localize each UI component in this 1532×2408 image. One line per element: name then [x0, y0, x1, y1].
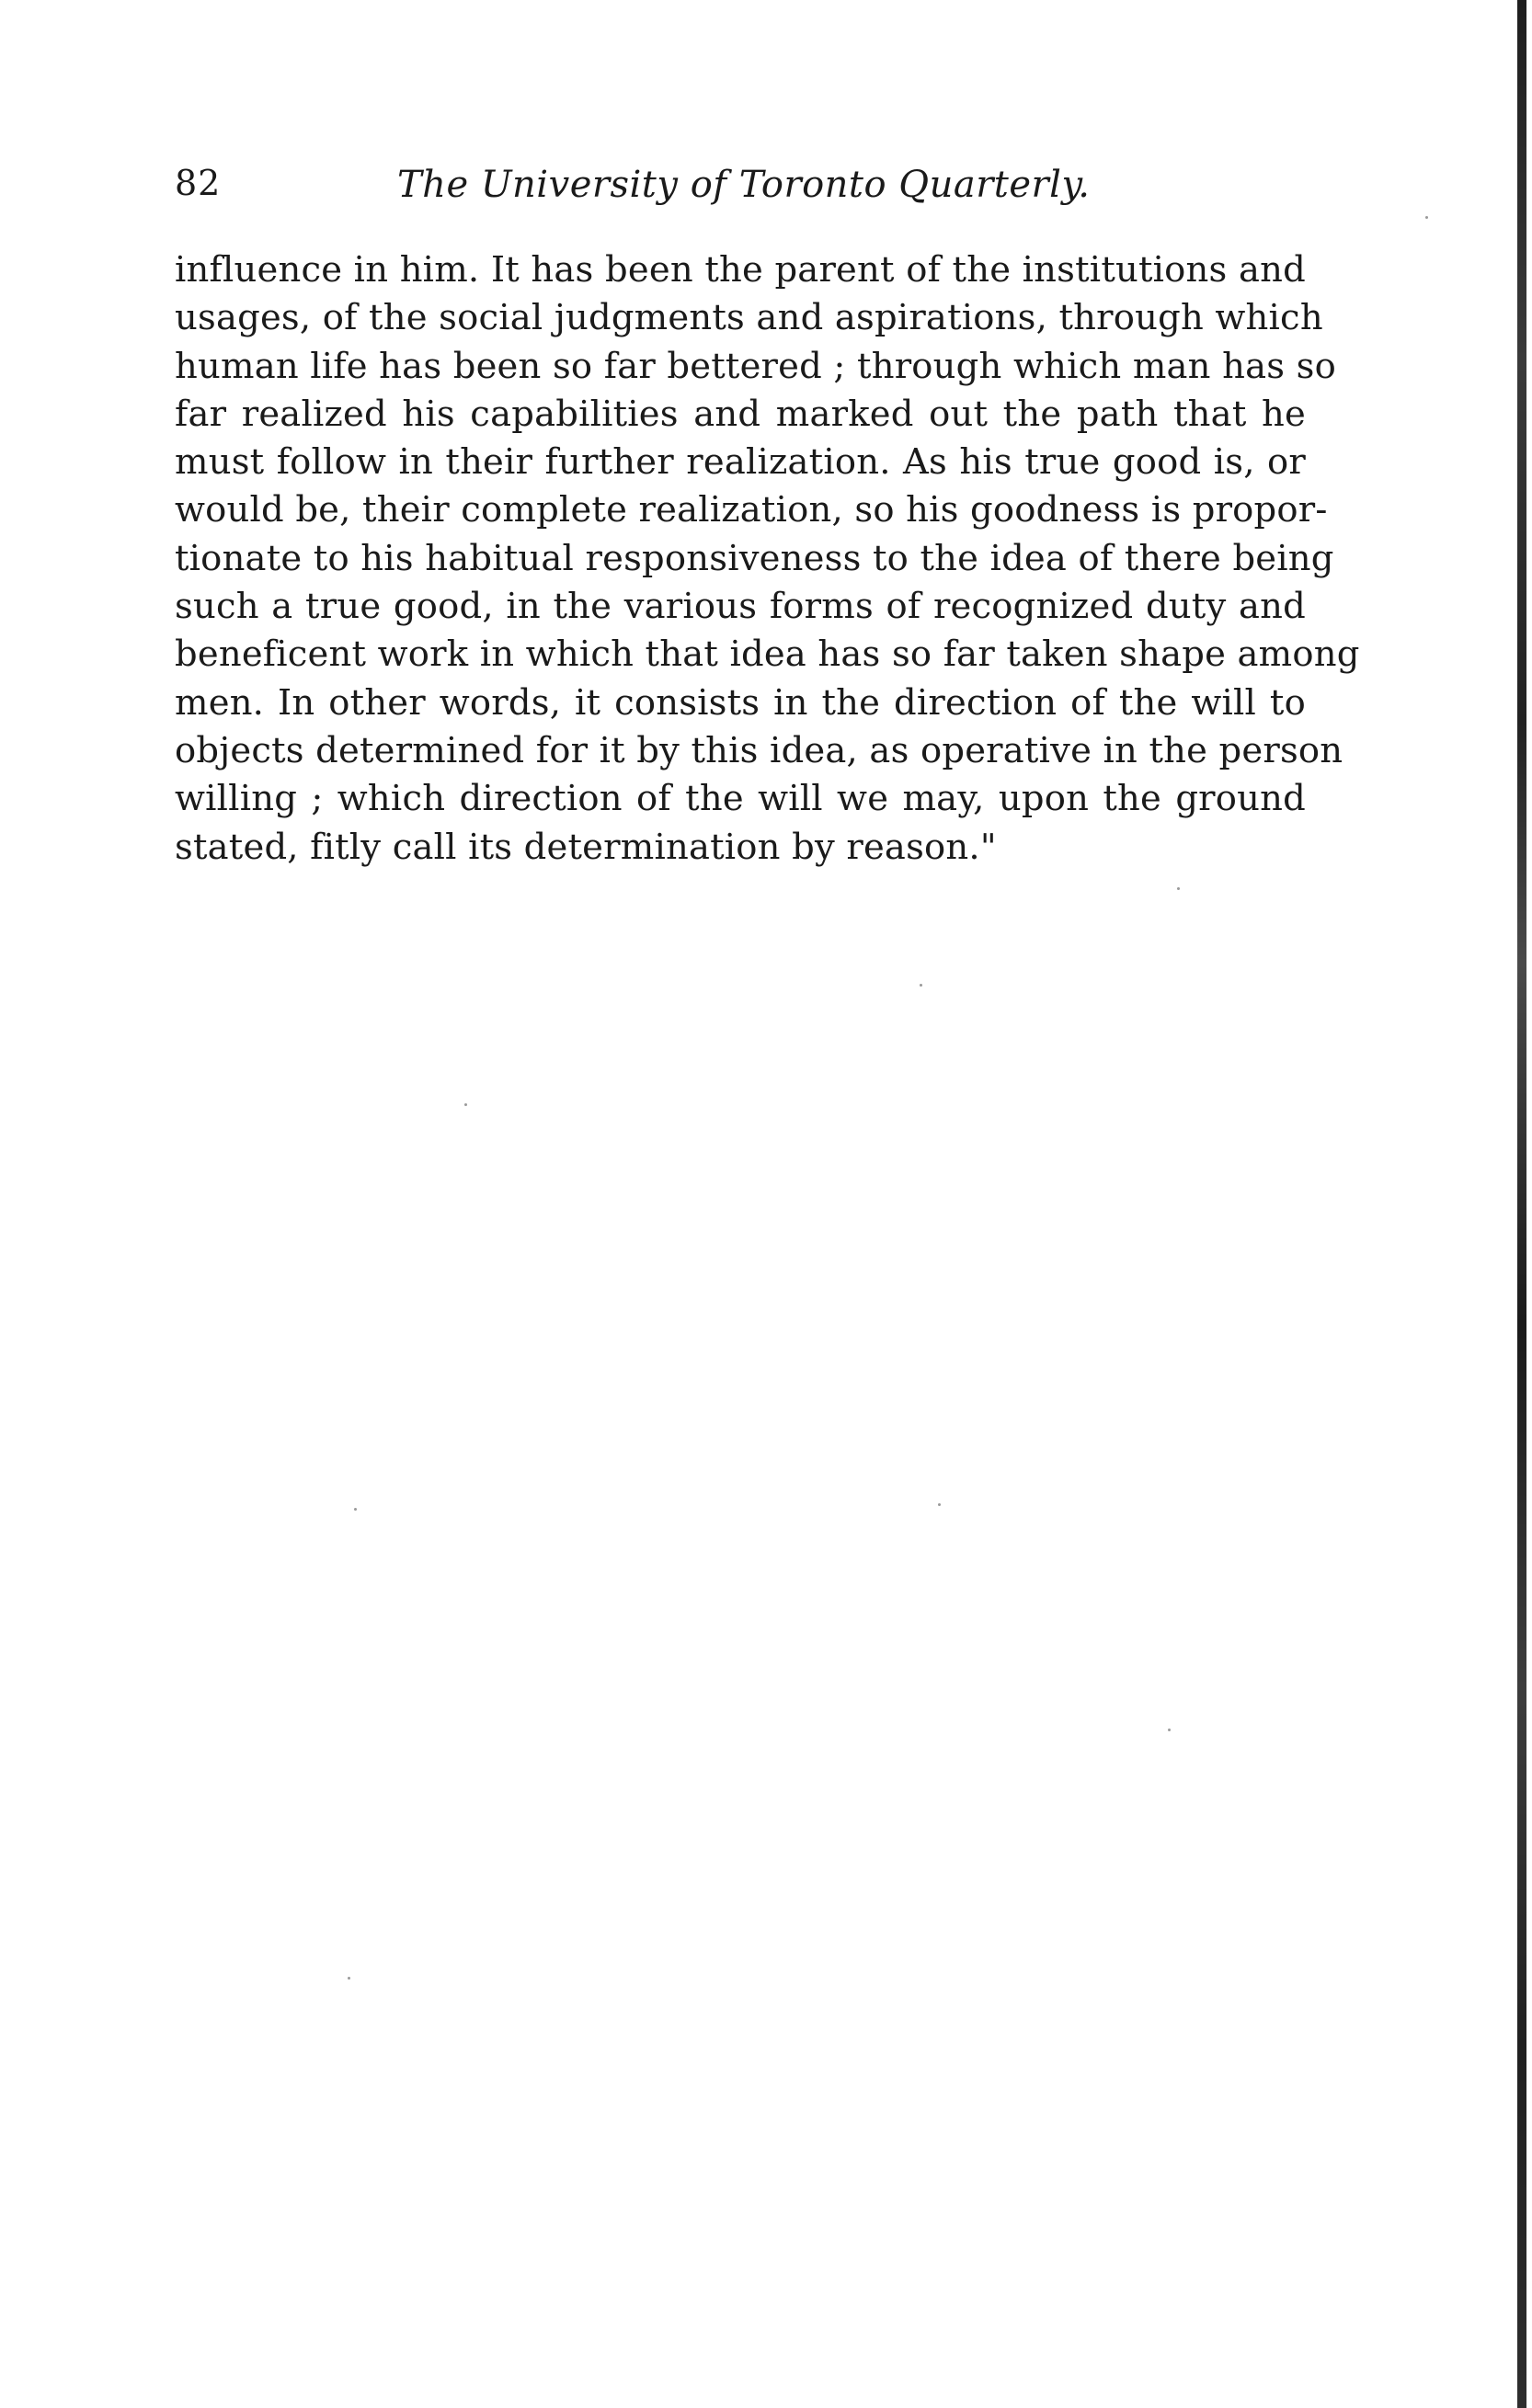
binding-shadow — [1517, 0, 1526, 2408]
scan-speck — [1425, 216, 1428, 219]
text-line: men. In other words, it consists in the direction of the will to — [175, 681, 1306, 724]
running-title: The University of Toronto Quarterly. — [397, 164, 1091, 206]
text-line: far realized his capabilities and marked out the path that he — [175, 393, 1306, 435]
text-line: usages, of the social judgments and aspirations, through which — [175, 297, 1323, 339]
text-line: influence in him. It has been the parent of the institutions and — [175, 249, 1306, 291]
page-number: 82 — [175, 163, 222, 203]
scan-speck — [354, 1508, 357, 1511]
body-paragraph — [175, 246, 1360, 872]
text-line: must follow in their further realization. As his true good is, or — [175, 441, 1306, 484]
scan-speck — [938, 1503, 941, 1506]
binding-edge — [1504, 0, 1532, 2408]
text-line: human life has been so far bettered ; through which man has so — [175, 345, 1336, 387]
scan-speck — [1177, 887, 1180, 890]
scan-speck — [348, 1977, 350, 1980]
text-line: objects determined for it by this idea, as operative in the person — [175, 729, 1343, 771]
text-line: stated, fitly call its determination by reason." — [175, 826, 997, 868]
text-line: such a true good, in the various forms of recognized duty and — [175, 586, 1306, 628]
text-line: willing ; which direction of the will we may, upon the ground — [175, 778, 1306, 820]
scan-speck — [920, 984, 922, 987]
text-line: beneficent work in which that idea has so far taken shape among — [175, 633, 1360, 676]
text-line: would be, their complete realization, so his goodness is propor- — [175, 489, 1328, 531]
text-line: tionate to his habitual responsiveness to the idea of there being — [175, 537, 1334, 579]
scan-speck — [464, 1103, 467, 1106]
scan-speck — [1168, 1729, 1171, 1731]
